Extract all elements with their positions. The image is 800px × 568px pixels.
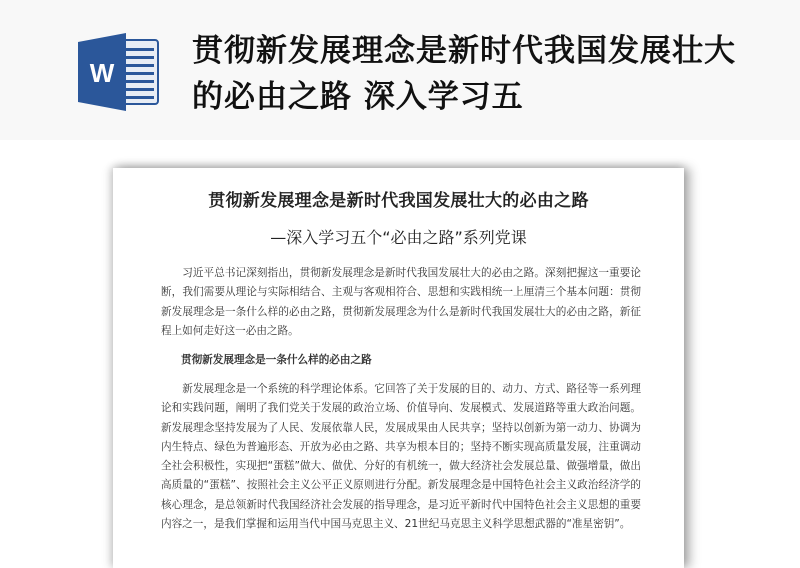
word-document-icon	[76, 32, 164, 112]
intro-paragraph	[161, 264, 641, 341]
svg-text:W: W	[89, 58, 115, 88]
paragraph-text: 新发展理念是一个系统的科学理论体系。它回答了关于发展的目的、动力、方式、路径等一系列理论和实践问题，阐明了我们党关于发展的政治立场、价值导向、发展模式、发展道路等重大政治问题。新发展理念坚持发展为了人民、发展依靠人民，发展成果由人民共享；坚持以创新为第一动力、协调为内生特点、绿色为普遍形态、开放为必由之路、共享为根本目的；坚持不断实现高质量发展，注重调动全社会积极性，实现把“蛋糕”做大、做优、分好的有机统一，做大经济社会发展总量、做强增量，做出高质量的“蛋糕”、按照社会主义公平正义原则进行分配。新发展理念是中国特色社会主义政治经济学的核心理念，是总领新时代我国经济社会发展的指导理念，是习近平新时代中国特色社会主义思想的重要内容之一，是我们掌握和运用当代中国马克思主义、21世纪马克思主义科学思想武器的“准星密钥”。	[161, 383, 641, 531]
section-paragraph	[161, 380, 641, 534]
banner-title: 贯彻新发展理念是新时代我国发展壮大的必由之路 深入学习五	[192, 33, 736, 115]
section-heading: 贯彻新发展理念是一条什么样的必由之路	[181, 354, 372, 366]
paragraph-text: 习近平总书记深刻指出，贯彻新发展理念是新时代我国发展壮大的必由之路。深刻把握这一重要论断，我们需要从理论与实际相结合、主观与客观相符合、思想和实践相统一上厘清三个基本问题：贯彻新发展理念是一条什么样的必由之路，贯彻新发展理念为什么是新时代我国发展壮大的必由之路，新征程上如何走好这一必由之路。	[161, 267, 641, 337]
document-title: 贯彻新发展理念是新时代我国发展壮大的必由之路	[208, 191, 589, 211]
document-subtitle: —深入学习五个“必由之路”系列党课	[270, 228, 527, 247]
preview-banner	[0, 0, 800, 140]
